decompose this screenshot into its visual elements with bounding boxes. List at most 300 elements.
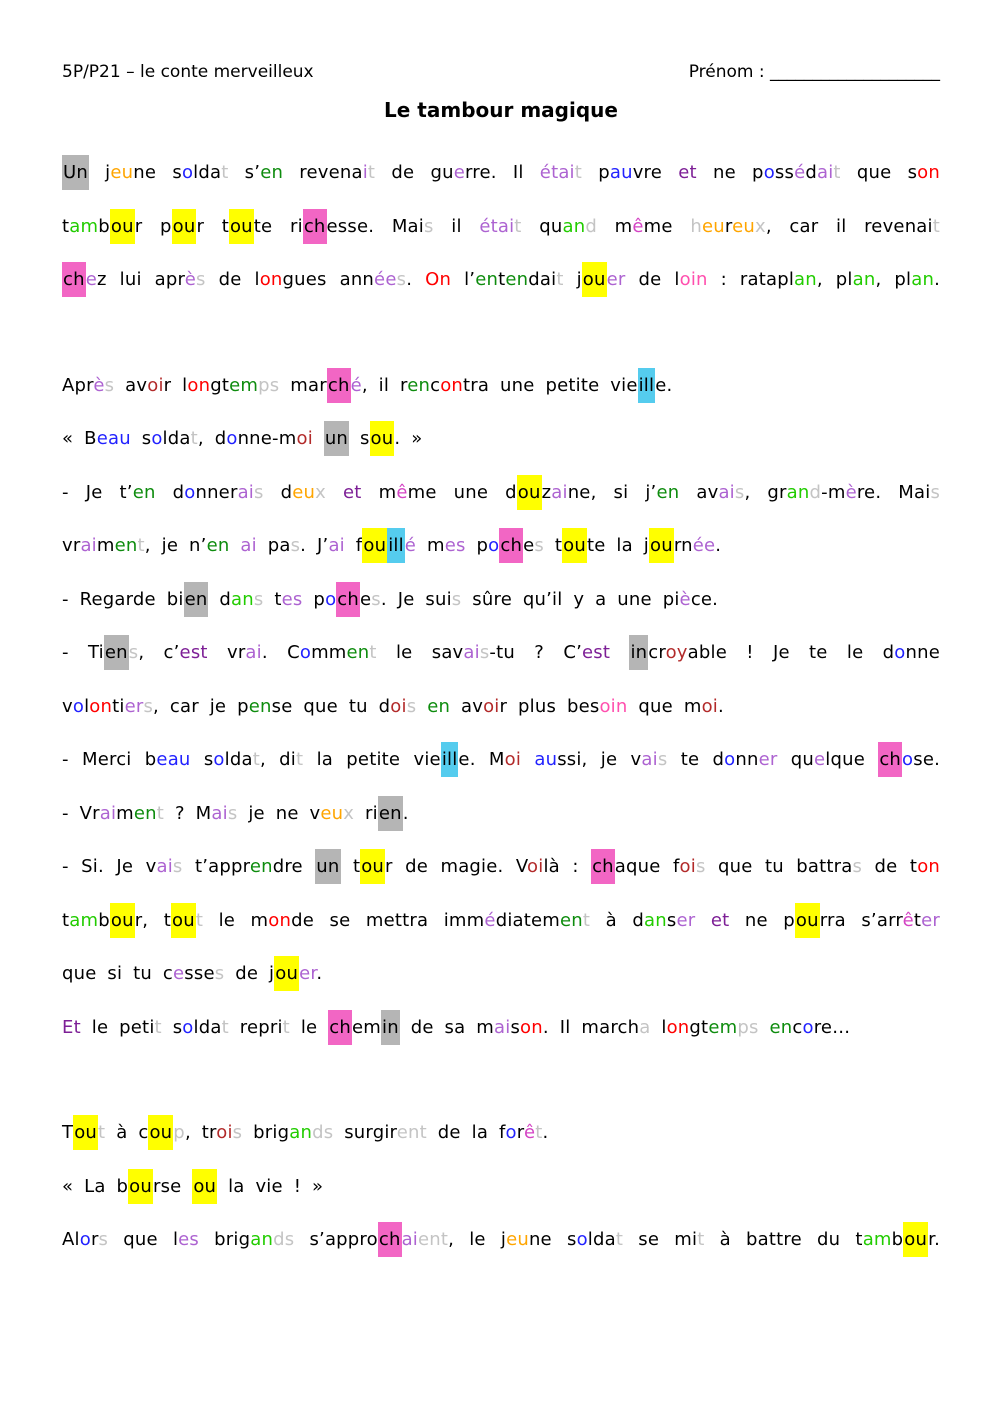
text-segment: ou	[148, 1115, 173, 1150]
text-segment: em	[229, 374, 259, 396]
text-segment: é	[484, 909, 496, 931]
text-segment: eu	[320, 802, 344, 824]
text-segment: est	[582, 642, 611, 663]
text-segment: se mi	[623, 1229, 698, 1250]
text-segment: la vie ! »	[217, 1175, 324, 1197]
text-segment: e	[360, 588, 372, 610]
text-segment: s	[284, 1229, 295, 1250]
text-segment: o	[505, 1122, 517, 1143]
text-segment: « La b	[62, 1175, 129, 1197]
text-segment: de sa m	[399, 1016, 495, 1038]
text-segment: t	[252, 749, 260, 770]
text-segment: v	[62, 695, 73, 717]
text-segment: de la f	[426, 1122, 506, 1143]
text-segment: on	[187, 374, 211, 396]
text-segment: z lui apr	[97, 269, 185, 290]
text-segment: ou	[171, 903, 196, 938]
text-line	[62, 412, 940, 466]
text-segment: am	[69, 909, 99, 931]
text-segment: on	[268, 909, 292, 931]
text-segment: en	[104, 635, 129, 670]
text-segment: en	[133, 802, 157, 824]
text-segment: oi	[701, 695, 718, 717]
text-segment: que l	[108, 1229, 179, 1250]
text-segment: le sav	[376, 642, 464, 663]
text-segment: lda	[162, 428, 191, 449]
text-segment: mar	[279, 374, 327, 396]
text-segment: b	[98, 215, 110, 237]
text-segment: ou	[73, 1115, 98, 1150]
text-segment: an	[562, 215, 586, 237]
text-segment: ou	[110, 209, 135, 244]
text-segment: en	[427, 695, 451, 717]
text-segment	[326, 482, 343, 503]
text-segment: oi	[483, 695, 500, 717]
text-segment: de gu	[375, 162, 454, 183]
text-segment: en	[346, 642, 370, 663]
text-segment: o	[72, 695, 85, 717]
text-line	[62, 787, 940, 841]
text-segment: , le j	[448, 1229, 507, 1250]
text-segment: l	[650, 1016, 667, 1038]
text-segment: oy	[665, 642, 688, 663]
text-segment: s	[130, 428, 152, 449]
text-segment: ou	[110, 903, 135, 938]
text-segment: .	[402, 802, 409, 824]
text-segment: p	[258, 374, 270, 396]
text-segment: av	[450, 695, 484, 717]
text-segment: en	[407, 374, 431, 396]
text-segment: te la j	[586, 535, 649, 556]
text-segment: r, t	[134, 909, 171, 931]
text-segment: là :	[543, 856, 592, 877]
text-segment: à battre du t	[704, 1229, 863, 1250]
text-segment: o	[763, 162, 775, 183]
text-segment: ai	[551, 481, 568, 503]
text-segment: em	[708, 1016, 738, 1038]
text-segment: é	[404, 535, 417, 556]
text-segment: ée	[374, 269, 397, 290]
text-segment: s	[214, 963, 225, 984]
text-segment: étai	[539, 162, 575, 183]
text-segment: aque f	[614, 856, 680, 877]
text-segment: repri	[228, 1016, 283, 1038]
text-segment: er	[124, 695, 144, 717]
text-line	[62, 947, 940, 1001]
text-segment: - Merci b	[62, 749, 157, 770]
text-segment: .	[715, 535, 722, 556]
text-segment: oi	[527, 856, 544, 877]
text-segment: s	[323, 1122, 334, 1143]
text-segment: ai	[156, 856, 173, 877]
page-header	[62, 60, 940, 84]
text-segment: : ratapl	[707, 269, 795, 290]
text-segment: m	[361, 481, 397, 503]
text-segment: « B	[62, 428, 97, 449]
text-segment: on	[259, 269, 283, 290]
text-segment: t	[195, 909, 204, 931]
text-segment: te ri	[253, 215, 303, 237]
text-segment: lda	[193, 1016, 222, 1038]
text-segment: ai	[99, 802, 117, 824]
text-segment: t	[514, 215, 522, 237]
text-segment: r plus bes	[499, 695, 600, 717]
text-segment: ê	[632, 215, 644, 237]
text-segment: o	[151, 428, 163, 449]
text-segment: es	[444, 535, 466, 556]
text-segment: t	[932, 215, 941, 237]
text-segment: ch	[62, 262, 86, 297]
text-segment: , pl	[816, 269, 853, 290]
text-segment: t	[498, 269, 506, 290]
text-segment: en	[505, 269, 529, 290]
text-segment: av	[114, 374, 148, 396]
text-segment: d	[155, 481, 185, 503]
text-line	[62, 253, 940, 307]
text-segment: t	[221, 1016, 229, 1038]
text-segment: t	[221, 162, 229, 183]
text-segment: diatem	[495, 909, 561, 931]
text-segment: r	[724, 215, 733, 237]
text-segment: o	[182, 1016, 194, 1038]
text-segment: é	[350, 374, 362, 396]
text-segment: ou	[517, 475, 542, 510]
text-segment: s	[734, 481, 745, 503]
text-segment: s	[290, 535, 301, 556]
text-segment: o	[184, 481, 196, 503]
text-segment: o	[576, 1229, 588, 1250]
text-segment: t	[574, 162, 583, 183]
text-segment: m	[96, 535, 115, 556]
text-segment: m	[416, 535, 445, 556]
text-segment: nne-m	[237, 428, 297, 449]
text-segment: se que tu d	[271, 695, 391, 717]
text-segment: s	[510, 1016, 521, 1038]
text-segment: ssi, je v	[557, 749, 642, 770]
text-segment: s	[666, 909, 677, 931]
text-segment: , di	[259, 749, 297, 770]
text-segment: s	[269, 374, 280, 396]
text-segment: , il r	[361, 374, 408, 396]
text-segment: an	[250, 1229, 274, 1250]
text-line	[62, 680, 940, 734]
text-segment: pa	[256, 535, 291, 556]
text-segment: è	[845, 481, 857, 503]
text-segment: s	[253, 588, 264, 610]
text-segment: sse	[184, 963, 215, 984]
text-line	[62, 466, 940, 520]
text-segment: oin	[599, 695, 628, 717]
text-segment: - Regarde bi	[62, 588, 184, 610]
text-segment: ent	[418, 1229, 449, 1250]
text-segment: en	[132, 481, 156, 503]
text-segment: s	[196, 269, 206, 290]
text-segment: i	[362, 162, 368, 183]
text-segment: ai	[401, 1229, 419, 1250]
text-segment: , car je p	[153, 695, 249, 717]
text-segment: ai	[494, 1016, 511, 1038]
text-segment: en	[114, 535, 138, 556]
text-segment: . C	[261, 642, 300, 663]
text-segment: le peti	[80, 1016, 155, 1038]
text-segment: o	[902, 749, 914, 770]
text-segment: o	[299, 642, 312, 663]
text-segment: , je n’	[144, 535, 207, 556]
text-segment: en	[656, 481, 680, 503]
text-segment: p	[737, 1016, 749, 1038]
text-segment: la petite vie	[303, 749, 441, 770]
text-segment: s	[227, 802, 238, 824]
text-segment: te d	[667, 749, 725, 770]
text-segment: en	[249, 856, 273, 877]
text-segment: an	[289, 1122, 313, 1143]
text-segment: em	[351, 1016, 381, 1038]
text-segment: ai	[641, 749, 658, 770]
text-segment: rse	[152, 1175, 193, 1197]
prenom-label: Prénom :	[688, 62, 765, 82]
text-segment: ne p	[696, 162, 764, 183]
text-segment: ch	[303, 209, 327, 244]
text-segment: e	[453, 162, 465, 183]
text-segment: se.	[913, 749, 941, 770]
paragraph-dialogue	[62, 359, 940, 1055]
text-segment: s	[451, 588, 462, 610]
text-segment: me une d	[407, 481, 517, 503]
text-segment: -tu ? C’	[489, 642, 583, 663]
text-segment: oi	[504, 749, 522, 770]
text-segment: o	[894, 642, 906, 663]
text-segment: Apr	[62, 374, 94, 396]
text-segment: nner	[195, 481, 238, 503]
text-segment: s	[349, 428, 370, 449]
text-segment: - Ti	[62, 642, 104, 663]
text-segment: p	[302, 588, 326, 610]
text-segment: rra s’arr	[819, 909, 903, 931]
text-segment: t	[833, 162, 841, 183]
text-segment: am	[69, 215, 99, 237]
text-segment: gues ann	[282, 269, 375, 290]
text-segment: vr	[62, 535, 81, 556]
text-segment: e.	[655, 374, 673, 396]
text-segment: t	[156, 802, 165, 824]
text-segment: s	[406, 695, 417, 717]
text-segment: x	[315, 481, 326, 503]
text-segment: s	[172, 856, 183, 877]
text-segment: è	[679, 588, 691, 610]
text-segment: brig	[242, 1122, 290, 1143]
text-segment: ch	[378, 1222, 402, 1257]
text-segment: un	[324, 421, 349, 456]
text-segment: t	[98, 1122, 106, 1143]
text-segment: vr	[207, 642, 246, 663]
page-title: Le tambour magique	[384, 98, 618, 122]
text-segment: et	[678, 162, 697, 183]
text-segment: t	[615, 1229, 624, 1250]
text-segment	[313, 428, 324, 449]
text-segment: d	[208, 588, 232, 610]
text-segment: j	[88, 162, 111, 183]
text-segment: b	[891, 1229, 904, 1250]
text-segment: t	[556, 269, 564, 290]
text-segment: s	[479, 642, 490, 663]
text-segment: ou	[370, 421, 395, 456]
text-segment: s	[930, 481, 941, 503]
text-segment: de t	[862, 856, 918, 877]
text-segment: un	[315, 849, 340, 884]
text-segment: que tu battra	[705, 856, 853, 877]
text-segment: . Il march	[542, 1016, 640, 1038]
text-segment: est	[179, 642, 208, 663]
course-code: 5P/P21 – le conte merveilleux	[62, 62, 314, 82]
text-segment: o	[213, 749, 225, 770]
text-segment: en	[475, 269, 499, 290]
text-segment: cr	[648, 642, 666, 663]
text-segment: z	[541, 481, 552, 503]
text-segment: p	[465, 535, 489, 556]
text-segment: eau	[156, 749, 191, 770]
text-segment: s	[98, 1229, 109, 1250]
text-segment: en	[206, 535, 230, 556]
text-segment	[610, 642, 629, 663]
text-segment: m	[596, 215, 633, 237]
text-segment: que m	[627, 695, 702, 717]
text-segment: an	[852, 269, 876, 290]
text-segment: ss	[774, 162, 795, 183]
text-segment: s	[128, 642, 139, 663]
paragraph-intro	[62, 146, 940, 307]
paragraph-brigands	[62, 1106, 940, 1267]
text-segment: er	[921, 909, 940, 931]
text-segment: r p	[134, 215, 172, 237]
text-segment: t	[137, 535, 145, 556]
text-segment: s	[657, 749, 668, 770]
text-segment: a	[639, 1016, 651, 1038]
text-segment: j	[563, 269, 582, 290]
text-segment: gt	[689, 1016, 709, 1038]
text-segment: ai	[240, 535, 257, 556]
text-segment: t	[282, 1016, 290, 1038]
text-segment: t	[582, 909, 591, 931]
text-segment: ou	[903, 1222, 928, 1257]
text-segment: d	[809, 481, 822, 503]
text-segment: eu	[292, 481, 316, 503]
text-segment: , tr	[184, 1122, 217, 1143]
text-segment: r l	[163, 374, 188, 396]
text-line	[62, 894, 940, 948]
text-segment: ai	[463, 642, 480, 663]
text-segment: an	[231, 588, 254, 610]
text-segment: e	[173, 963, 185, 984]
text-segment: étai	[479, 215, 515, 237]
text-segment: t	[62, 215, 70, 237]
text-segment: t	[913, 909, 922, 931]
text-segment: lda	[587, 1229, 616, 1250]
text-segment: o	[181, 162, 194, 183]
text-segment: d	[805, 162, 817, 183]
text-line	[62, 1160, 940, 1214]
text-segment: ai	[245, 642, 262, 663]
text-segment: en	[248, 695, 272, 717]
text-segment: ai	[718, 481, 735, 503]
text-segment: que si tu c	[62, 963, 174, 984]
text-segment: , c’	[138, 642, 180, 663]
text-segment: brig	[199, 1229, 251, 1250]
text-segment: av	[679, 481, 719, 503]
text-segment: s	[852, 856, 863, 877]
text-segment: oi	[147, 374, 164, 396]
text-segment	[759, 1017, 770, 1038]
text-segment: c	[430, 374, 441, 396]
text-segment: .	[718, 695, 724, 717]
text-segment: ou	[562, 528, 587, 563]
text-segment: revena	[283, 162, 363, 183]
text-segment: rn	[673, 535, 693, 556]
text-segment: ou	[128, 1169, 153, 1204]
text-segment: l’	[451, 269, 476, 290]
text-segment: è	[184, 269, 196, 290]
text-segment: o	[79, 1229, 91, 1250]
text-segment: er	[676, 909, 696, 931]
text-segment: ou	[362, 528, 387, 563]
text-segment: s	[161, 1016, 183, 1038]
text-segment: s’appro	[294, 1229, 378, 1250]
text-segment: r	[516, 1122, 524, 1143]
text-line	[62, 146, 940, 200]
text-segment: o	[724, 749, 736, 770]
text-segment: Un	[62, 155, 89, 190]
text-segment: o	[226, 428, 238, 449]
text-line	[62, 733, 940, 787]
text-segment: T	[62, 1122, 74, 1143]
text-segment: h	[690, 215, 702, 237]
text-segment: r	[90, 1229, 99, 1250]
text-segment: c	[792, 1016, 803, 1038]
text-segment: Al	[62, 1229, 80, 1250]
text-segment: lda	[224, 749, 253, 770]
text-segment: in	[381, 1010, 400, 1045]
text-segment: lque	[825, 749, 879, 770]
text-segment: on	[520, 1016, 543, 1038]
text-segment: f	[344, 535, 363, 556]
text-segment: r.	[928, 1229, 940, 1250]
text-segment: ou	[582, 262, 607, 297]
text-segment: am	[862, 1229, 892, 1250]
text-segment: on	[917, 162, 940, 183]
text-segment: p	[173, 1122, 185, 1143]
text-segment: ou	[192, 1169, 217, 1204]
text-segment: ou	[172, 209, 197, 244]
text-segment: ou	[360, 849, 385, 884]
text-segment: et	[343, 481, 362, 503]
text-segment: ne s	[133, 162, 182, 183]
text-segment: ai	[211, 802, 228, 824]
text-segment: de se mettra imm	[291, 909, 485, 931]
text-segment: à c	[105, 1122, 149, 1143]
text-line	[62, 359, 940, 413]
text-segment: ill	[441, 742, 459, 777]
text-segment: ou	[274, 956, 299, 991]
text-segment: s	[695, 856, 706, 877]
text-segment: ê	[523, 1122, 536, 1143]
text-segment: ai	[328, 535, 345, 556]
text-segment: es	[281, 588, 303, 610]
text-segment: d	[585, 215, 597, 237]
text-segment: m	[116, 802, 134, 824]
text-segment: ai	[80, 535, 97, 556]
text-segment: an	[794, 269, 817, 290]
text-segment: t	[190, 428, 198, 449]
text-segment: lda	[193, 162, 222, 183]
